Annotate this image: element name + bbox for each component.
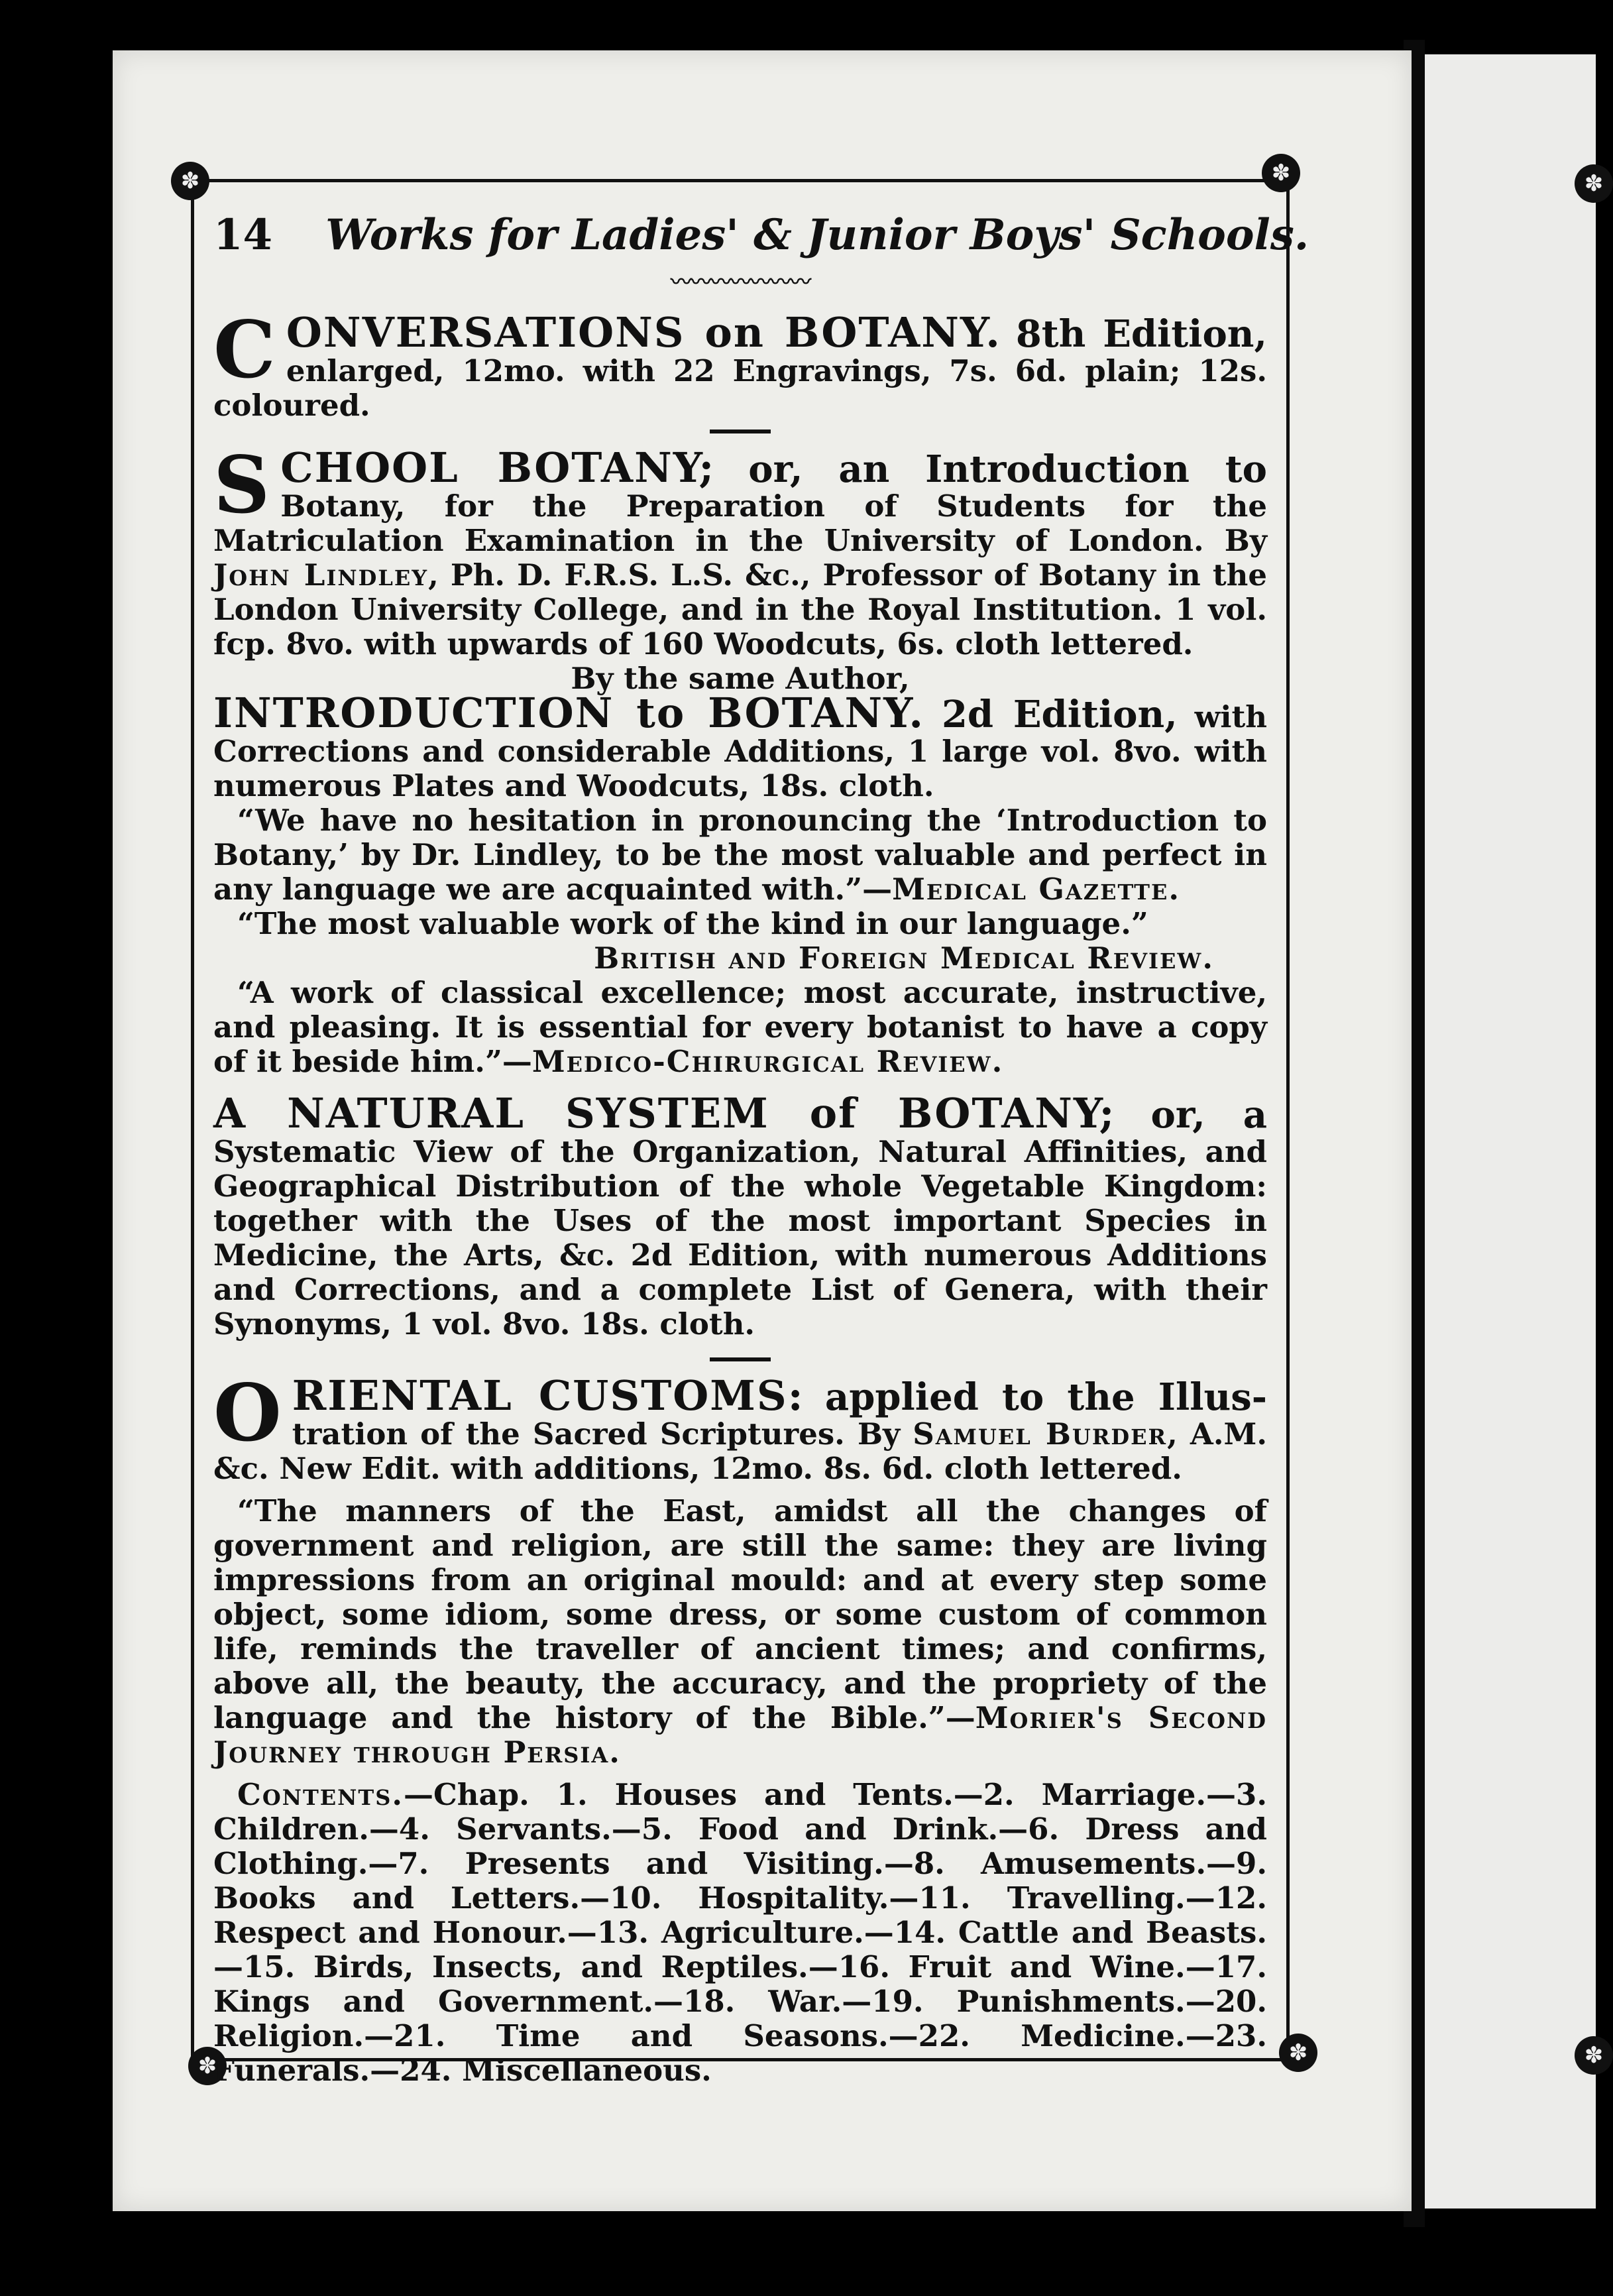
- header-ornament: 〰〰〰〰〰〰〰: [670, 269, 810, 294]
- entry-title-rest: applied to the Illus-: [824, 1375, 1268, 1419]
- author-name: Samuel Burder: [913, 1416, 1168, 1452]
- entry-school-botany: [213, 439, 1267, 661]
- entry-description-cont: , Ph. D. F.R.S. L.S. &c., Professor of Botany in the London University College, and in the Royal Institution. 1 vol. fcp. 8vo. with upwards of 160 Woodcuts, 6s. cloth lettered.: [213, 557, 1267, 661]
- entry-edition: 8th Edition,: [1015, 312, 1268, 356]
- entry-conversations-on-botany: [213, 304, 1268, 423]
- quote-text: “A work of classical excellence; most accurate, instructive, and pleasing. It is essential for every botanist to have a copy of it beside him.”—: [213, 975, 1267, 1079]
- drop-cap: O: [213, 1367, 282, 1459]
- review-quote: “The most valuable work of the kind in our language.”: [237, 906, 1148, 941]
- entry-introduction-to-botany: [213, 689, 1267, 1079]
- page-number: 14: [213, 210, 273, 260]
- rosette-ornament-icon: ✽: [1575, 2036, 1613, 2075]
- drop-cap: S: [213, 439, 270, 531]
- quote-source: British and Foreign Medical Review.: [594, 941, 1214, 976]
- entry-description-cont: , A.M. &c. New Edit. with additions, 12mo. 8s. 6d. cloth lettered.: [213, 1416, 1267, 1486]
- entry-title-rest: or, an Introduction to: [748, 447, 1267, 491]
- entry-title: INTRODUCTION to BOTANY.: [213, 689, 925, 737]
- entry-description: Botany, for the Preparation of Students for the Matriculation Examination in the University of London. By: [213, 488, 1267, 558]
- rosette-ornament-icon: ✽: [1279, 2034, 1317, 2072]
- author-name: John Lindley: [213, 557, 429, 593]
- quote-source: Morier's Second Journey through Persia.: [213, 1700, 1267, 1770]
- quote-source: Medico-Chirurgical Review.: [531, 1044, 1004, 1079]
- running-header: [213, 199, 1309, 272]
- review-quote: [213, 1494, 1267, 1770]
- entry-description: enlarged, 12mo. with 22 Engravings, 7s. 6d. plain; 12s. coloured.: [213, 353, 1267, 423]
- rosette-ornament-icon: ✽: [1262, 154, 1300, 192]
- entry-oriental-customs: [213, 1367, 1268, 2088]
- rosette-ornament-icon: ✽: [1575, 164, 1613, 203]
- quote-text: “The manners of the East, amidst all the changes of government and religion, are still the same: they are living impressions from an original mould: and at every step some object, some idiom, some dress, or some custom of common life, reminds the traveller of ancient times; and confirms, above all, the beauty, the accuracy, and the propriety of the language and the history of the Bible.”—: [213, 1493, 1267, 1735]
- entry-description: with Corrections and considerable Additions, 1 large vol. 8vo. with numerous Plates and Woodcuts, 18s. cloth.: [213, 699, 1267, 803]
- entry-edition: 2d Edition,: [941, 693, 1178, 736]
- entry-natural-system-of-botany: [213, 1089, 1268, 1342]
- entry-title: ONVERSATIONS on BOTANY.: [286, 308, 1001, 357]
- review-quote: [213, 976, 1267, 1079]
- same-author-note: By the same Author,: [571, 661, 910, 696]
- entry-description: tration of the Sacred Scriptures. By: [292, 1416, 913, 1452]
- drop-cap: C: [213, 304, 276, 396]
- page-title: Works for Ladies' & Junior Boys' Schools.: [325, 210, 1309, 260]
- quote-source: Medical Gazette.: [892, 872, 1181, 907]
- contents-text: —Chap. 1. Houses and Tents.—2. Marriage.—3. Children.—4. Servants.—5. Food and Drink.—6. Dress and Clothing.—7. Presents and Visiting.—8. Amusements.—9. Books and Letters.—10. Hospitality.—11. Travelling.—12. Respect and Honour.—13. Agriculture.—14. Cattle and Beasts.—15. Birds, Insects, and Reptiles.—16. Fruit and Wine.—17. Kings and Government.—18. War.—19. Punishments.—20. Religion.—21. Time and Seasons.—22. Medicine.—23. Funerals.—24. Miscellaneous.: [213, 1777, 1267, 2088]
- entry-title-rest: or, a: [1150, 1093, 1268, 1137]
- entry-description: Systematic View of the Organization, Natural Affinities, and Geographical Distribution of the whole Vegetable Kingdom: together with the Uses of the most important Species in Medicine, the Arts, &c. 2d Edition, with numerous Additions and Corrections, and a complete List of Genera, with their Synonyms, 1 vol. 8vo. 18s. cloth.: [213, 1134, 1267, 1342]
- contents-list: [213, 1778, 1267, 2088]
- entry-title: CHOOL BOTANY;: [280, 443, 716, 492]
- entry-title: A NATURAL SYSTEM of BOTANY;: [213, 1089, 1116, 1137]
- review-quote: [213, 803, 1267, 907]
- rosette-ornament-icon: ✽: [188, 2047, 227, 2085]
- entry-title: RIENTAL CUSTOMS:: [292, 1371, 805, 1420]
- rosette-ornament-icon: ✽: [171, 162, 209, 200]
- section-rule: [710, 1357, 771, 1361]
- quote-text: “We have no hesitation in pronouncing the ‘Introduction to Botany,’ by Dr. Lindley, to be the most valuable and perfect in any language we are acquainted with.”—: [213, 803, 1267, 907]
- facing-page: [1425, 54, 1596, 2209]
- section-rule: [710, 430, 771, 433]
- page-content: [213, 199, 1309, 2088]
- contents-label: Contents.: [237, 1777, 404, 1812]
